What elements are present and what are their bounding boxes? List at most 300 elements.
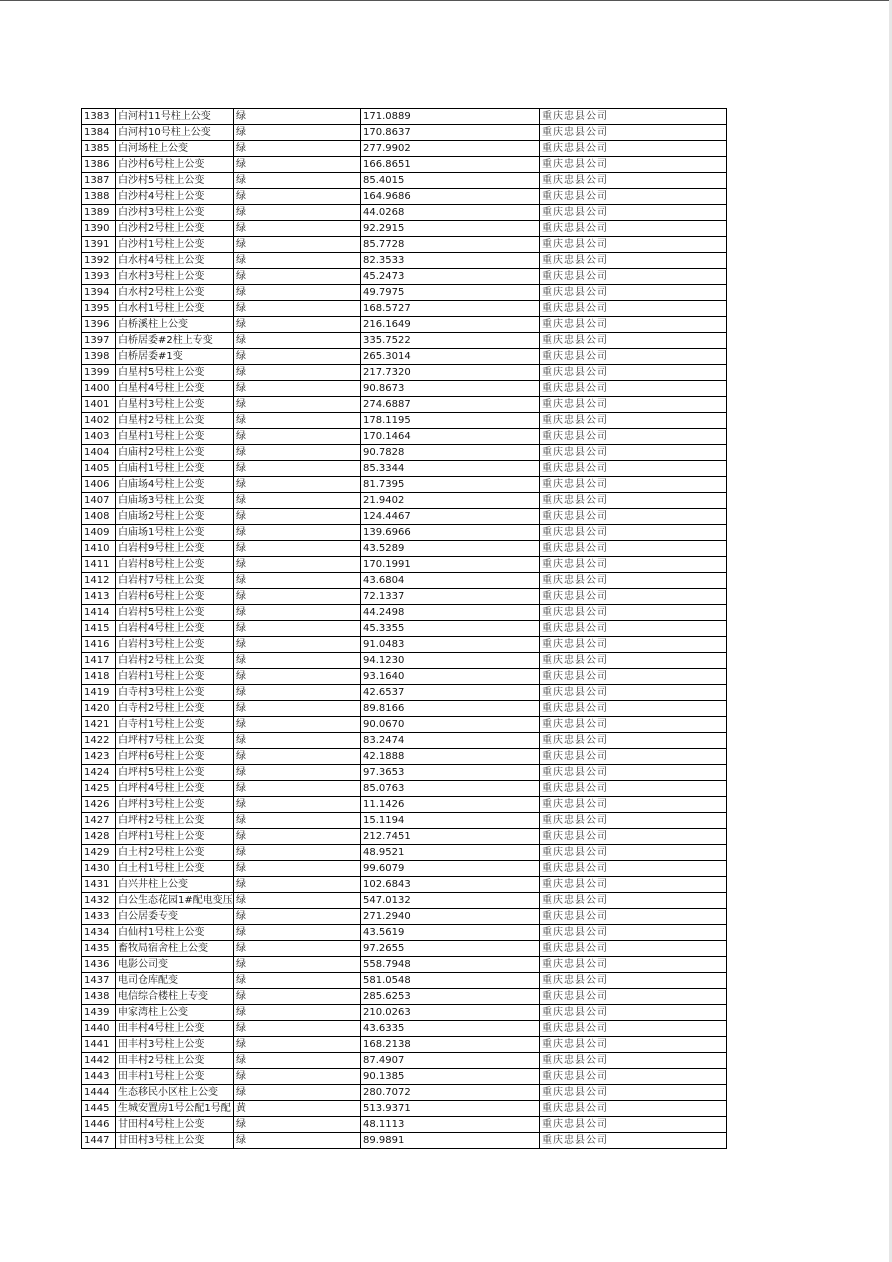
cell-value: 97.3653 bbox=[361, 765, 540, 781]
cell-status-color: 绿 bbox=[234, 605, 361, 621]
cell-company: 重庆忠县公司 bbox=[540, 269, 727, 285]
cell-value: 83.2474 bbox=[361, 733, 540, 749]
cell-transformer-name: 白沙村2号柱上公变 bbox=[116, 221, 234, 237]
table-row bbox=[82, 301, 727, 317]
cell-transformer-name: 田丰村4号柱上公变 bbox=[116, 1021, 234, 1037]
cell-row-number: 1387 bbox=[82, 173, 116, 189]
cell-company: 重庆忠县公司 bbox=[540, 605, 727, 621]
table-row bbox=[82, 557, 727, 573]
cell-status-color: 绿 bbox=[234, 413, 361, 429]
cell-value: 124.4467 bbox=[361, 509, 540, 525]
cell-value: 44.2498 bbox=[361, 605, 540, 621]
table-row bbox=[82, 1133, 727, 1149]
cell-row-number: 1392 bbox=[82, 253, 116, 269]
cell-company: 重庆忠县公司 bbox=[540, 845, 727, 861]
cell-company: 重庆忠县公司 bbox=[540, 381, 727, 397]
cell-status-color: 绿 bbox=[234, 973, 361, 989]
table-row bbox=[82, 957, 727, 973]
cell-transformer-name: 白岩村2号柱上公变 bbox=[116, 653, 234, 669]
table-row bbox=[82, 253, 727, 269]
cell-company: 重庆忠县公司 bbox=[540, 109, 727, 125]
cell-row-number: 1407 bbox=[82, 493, 116, 509]
cell-row-number: 1421 bbox=[82, 717, 116, 733]
cell-company: 重庆忠县公司 bbox=[540, 989, 727, 1005]
cell-value: 45.2473 bbox=[361, 269, 540, 285]
cell-status-color: 绿 bbox=[234, 493, 361, 509]
cell-company: 重庆忠县公司 bbox=[540, 909, 727, 925]
cell-company: 重庆忠县公司 bbox=[540, 1037, 727, 1053]
cell-company: 重庆忠县公司 bbox=[540, 621, 727, 637]
cell-row-number: 1428 bbox=[82, 829, 116, 845]
cell-status-color: 绿 bbox=[234, 621, 361, 637]
table-row bbox=[82, 509, 727, 525]
cell-value: 85.0763 bbox=[361, 781, 540, 797]
cell-row-number: 1398 bbox=[82, 349, 116, 365]
cell-company: 重庆忠县公司 bbox=[540, 221, 727, 237]
cell-company: 重庆忠县公司 bbox=[540, 925, 727, 941]
cell-transformer-name: 白星村1号柱上公变 bbox=[116, 429, 234, 445]
cell-value: 21.9402 bbox=[361, 493, 540, 509]
cell-transformer-name: 白沙村4号柱上公变 bbox=[116, 189, 234, 205]
cell-value: 164.9686 bbox=[361, 189, 540, 205]
cell-transformer-name: 白星村5号柱上公变 bbox=[116, 365, 234, 381]
cell-company: 重庆忠县公司 bbox=[540, 557, 727, 573]
cell-transformer-name: 白庙场2号柱上公变 bbox=[116, 509, 234, 525]
table-row bbox=[82, 589, 727, 605]
cell-company: 重庆忠县公司 bbox=[540, 1005, 727, 1021]
cell-transformer-name: 白河村10号柱上公变 bbox=[116, 125, 234, 141]
cell-row-number: 1424 bbox=[82, 765, 116, 781]
table-row bbox=[82, 1021, 727, 1037]
cell-status-color: 绿 bbox=[234, 509, 361, 525]
cell-company: 重庆忠县公司 bbox=[540, 1069, 727, 1085]
cell-row-number: 1431 bbox=[82, 877, 116, 893]
cell-status-color: 绿 bbox=[234, 1069, 361, 1085]
cell-transformer-name: 白坪村5号柱上公变 bbox=[116, 765, 234, 781]
table-row bbox=[82, 493, 727, 509]
cell-row-number: 1408 bbox=[82, 509, 116, 525]
table-row bbox=[82, 445, 727, 461]
table-row bbox=[82, 989, 727, 1005]
cell-transformer-name: 白水村3号柱上公变 bbox=[116, 269, 234, 285]
cell-transformer-name: 白沙村6号柱上公变 bbox=[116, 157, 234, 173]
cell-value: 210.0263 bbox=[361, 1005, 540, 1021]
cell-row-number: 1393 bbox=[82, 269, 116, 285]
cell-value: 216.1649 bbox=[361, 317, 540, 333]
cell-status-color: 绿 bbox=[234, 1053, 361, 1069]
table-row bbox=[82, 269, 727, 285]
cell-row-number: 1441 bbox=[82, 1037, 116, 1053]
cell-value: 166.8651 bbox=[361, 157, 540, 173]
table-row bbox=[82, 1069, 727, 1085]
cell-transformer-name: 白星村4号柱上公变 bbox=[116, 381, 234, 397]
cell-company: 重庆忠县公司 bbox=[540, 125, 727, 141]
cell-company: 重庆忠县公司 bbox=[540, 429, 727, 445]
cell-row-number: 1402 bbox=[82, 413, 116, 429]
cell-value: 212.7451 bbox=[361, 829, 540, 845]
cell-value: 48.9521 bbox=[361, 845, 540, 861]
cell-transformer-name: 白坪村2号柱上公变 bbox=[116, 813, 234, 829]
cell-status-color: 绿 bbox=[234, 189, 361, 205]
cell-status-color: 绿 bbox=[234, 221, 361, 237]
cell-transformer-name: 白庙村2号柱上公变 bbox=[116, 445, 234, 461]
cell-status-color: 黄 bbox=[234, 1101, 361, 1117]
table-row bbox=[82, 829, 727, 845]
cell-value: 91.0483 bbox=[361, 637, 540, 653]
cell-value: 90.1385 bbox=[361, 1069, 540, 1085]
cell-row-number: 1391 bbox=[82, 237, 116, 253]
cell-status-color: 绿 bbox=[234, 269, 361, 285]
cell-value: 92.2915 bbox=[361, 221, 540, 237]
cell-company: 重庆忠县公司 bbox=[540, 653, 727, 669]
cell-transformer-name: 白沙村5号柱上公变 bbox=[116, 173, 234, 189]
cell-value: 94.1230 bbox=[361, 653, 540, 669]
table-row bbox=[82, 189, 727, 205]
table-row bbox=[82, 429, 727, 445]
cell-value: 280.7072 bbox=[361, 1085, 540, 1101]
cell-status-color: 绿 bbox=[234, 813, 361, 829]
cell-value: 558.7948 bbox=[361, 957, 540, 973]
cell-status-color: 绿 bbox=[234, 733, 361, 749]
cell-value: 45.3355 bbox=[361, 621, 540, 637]
table-row bbox=[82, 653, 727, 669]
cell-status-color: 绿 bbox=[234, 525, 361, 541]
cell-value: 217.7320 bbox=[361, 365, 540, 381]
table-row bbox=[82, 749, 727, 765]
cell-status-color: 绿 bbox=[234, 365, 361, 381]
table-row bbox=[82, 765, 727, 781]
cell-transformer-name: 白庙村1号柱上公变 bbox=[116, 461, 234, 477]
cell-transformer-name: 白坪村1号柱上公变 bbox=[116, 829, 234, 845]
cell-value: 285.6253 bbox=[361, 989, 540, 1005]
cell-company: 重庆忠县公司 bbox=[540, 941, 727, 957]
cell-transformer-name: 申家湾柱上公变 bbox=[116, 1005, 234, 1021]
cell-row-number: 1401 bbox=[82, 397, 116, 413]
cell-row-number: 1410 bbox=[82, 541, 116, 557]
cell-company: 重庆忠县公司 bbox=[540, 861, 727, 877]
cell-company: 重庆忠县公司 bbox=[540, 541, 727, 557]
cell-row-number: 1423 bbox=[82, 749, 116, 765]
table-row bbox=[82, 413, 727, 429]
table-row bbox=[82, 1085, 727, 1101]
page-top-rule bbox=[0, 0, 892, 1]
table-row bbox=[82, 365, 727, 381]
cell-row-number: 1412 bbox=[82, 573, 116, 589]
cell-row-number: 1414 bbox=[82, 605, 116, 621]
cell-transformer-name: 白坪村6号柱上公变 bbox=[116, 749, 234, 765]
table-row bbox=[82, 237, 727, 253]
cell-company: 重庆忠县公司 bbox=[540, 589, 727, 605]
cell-value: 170.8637 bbox=[361, 125, 540, 141]
cell-company: 重庆忠县公司 bbox=[540, 365, 727, 381]
cell-status-color: 绿 bbox=[234, 477, 361, 493]
cell-status-color: 绿 bbox=[234, 861, 361, 877]
cell-value: 581.0548 bbox=[361, 973, 540, 989]
cell-company: 重庆忠县公司 bbox=[540, 781, 727, 797]
cell-value: 81.7395 bbox=[361, 477, 540, 493]
cell-status-color: 绿 bbox=[234, 749, 361, 765]
table-row bbox=[82, 781, 727, 797]
cell-company: 重庆忠县公司 bbox=[540, 829, 727, 845]
cell-row-number: 1395 bbox=[82, 301, 116, 317]
cell-row-number: 1438 bbox=[82, 989, 116, 1005]
table-row bbox=[82, 621, 727, 637]
table-row bbox=[82, 461, 727, 477]
cell-company: 重庆忠县公司 bbox=[540, 701, 727, 717]
cell-row-number: 1436 bbox=[82, 957, 116, 973]
table-row bbox=[82, 125, 727, 141]
cell-transformer-name: 白水村1号柱上公变 bbox=[116, 301, 234, 317]
cell-value: 178.1195 bbox=[361, 413, 540, 429]
cell-value: 44.0268 bbox=[361, 205, 540, 221]
table-row bbox=[82, 141, 727, 157]
table-row bbox=[82, 861, 727, 877]
cell-row-number: 1444 bbox=[82, 1085, 116, 1101]
table-row bbox=[82, 893, 727, 909]
cell-row-number: 1385 bbox=[82, 141, 116, 157]
cell-status-color: 绿 bbox=[234, 333, 361, 349]
cell-row-number: 1443 bbox=[82, 1069, 116, 1085]
cell-value: 277.9902 bbox=[361, 141, 540, 157]
cell-transformer-name: 白沙村3号柱上公变 bbox=[116, 205, 234, 221]
cell-status-color: 绿 bbox=[234, 797, 361, 813]
cell-company: 重庆忠县公司 bbox=[540, 1133, 727, 1149]
cell-company: 重庆忠县公司 bbox=[540, 413, 727, 429]
cell-value: 168.2138 bbox=[361, 1037, 540, 1053]
cell-value: 89.9891 bbox=[361, 1133, 540, 1149]
cell-status-color: 绿 bbox=[234, 669, 361, 685]
cell-value: 93.1640 bbox=[361, 669, 540, 685]
table-row bbox=[82, 541, 727, 557]
cell-status-color: 绿 bbox=[234, 1117, 361, 1133]
cell-transformer-name: 白岩村8号柱上公变 bbox=[116, 557, 234, 573]
cell-company: 重庆忠县公司 bbox=[540, 637, 727, 653]
cell-transformer-name: 甘田村4号柱上公变 bbox=[116, 1117, 234, 1133]
cell-row-number: 1446 bbox=[82, 1117, 116, 1133]
cell-company: 重庆忠县公司 bbox=[540, 1053, 727, 1069]
cell-transformer-name: 白桥居委#1变 bbox=[116, 349, 234, 365]
cell-row-number: 1417 bbox=[82, 653, 116, 669]
table-row bbox=[82, 637, 727, 653]
table-row bbox=[82, 477, 727, 493]
cell-transformer-name: 白岩村4号柱上公变 bbox=[116, 621, 234, 637]
cell-transformer-name: 白水村2号柱上公变 bbox=[116, 285, 234, 301]
table-row bbox=[82, 685, 727, 701]
cell-company: 重庆忠县公司 bbox=[540, 765, 727, 781]
cell-transformer-name: 白寺村1号柱上公变 bbox=[116, 717, 234, 733]
cell-transformer-name: 白岩村6号柱上公变 bbox=[116, 589, 234, 605]
cell-value: 171.0889 bbox=[361, 109, 540, 125]
cell-company: 重庆忠县公司 bbox=[540, 797, 727, 813]
cell-row-number: 1439 bbox=[82, 1005, 116, 1021]
cell-status-color: 绿 bbox=[234, 653, 361, 669]
cell-company: 重庆忠县公司 bbox=[540, 285, 727, 301]
cell-status-color: 绿 bbox=[234, 989, 361, 1005]
cell-transformer-name: 白仙村1号柱上公变 bbox=[116, 925, 234, 941]
cell-status-color: 绿 bbox=[234, 573, 361, 589]
cell-value: 170.1464 bbox=[361, 429, 540, 445]
cell-company: 重庆忠县公司 bbox=[540, 685, 727, 701]
cell-value: 139.6966 bbox=[361, 525, 540, 541]
cell-row-number: 1413 bbox=[82, 589, 116, 605]
table-row bbox=[82, 205, 727, 221]
cell-transformer-name: 白岩村7号柱上公变 bbox=[116, 573, 234, 589]
table-row bbox=[82, 877, 727, 893]
cell-row-number: 1406 bbox=[82, 477, 116, 493]
cell-value: 72.1337 bbox=[361, 589, 540, 605]
cell-company: 重庆忠县公司 bbox=[540, 349, 727, 365]
cell-row-number: 1427 bbox=[82, 813, 116, 829]
table-row bbox=[82, 525, 727, 541]
cell-row-number: 1425 bbox=[82, 781, 116, 797]
table-row bbox=[82, 1101, 727, 1117]
cell-status-color: 绿 bbox=[234, 301, 361, 317]
table-row bbox=[82, 573, 727, 589]
cell-row-number: 1434 bbox=[82, 925, 116, 941]
cell-transformer-name: 电影公司变 bbox=[116, 957, 234, 973]
cell-value: 265.3014 bbox=[361, 349, 540, 365]
cell-status-color: 绿 bbox=[234, 589, 361, 605]
cell-company: 重庆忠县公司 bbox=[540, 173, 727, 189]
cell-value: 168.5727 bbox=[361, 301, 540, 317]
cell-transformer-name: 田丰村1号柱上公变 bbox=[116, 1069, 234, 1085]
table-row bbox=[82, 941, 727, 957]
cell-row-number: 1420 bbox=[82, 701, 116, 717]
cell-status-color: 绿 bbox=[234, 1133, 361, 1149]
cell-row-number: 1386 bbox=[82, 157, 116, 173]
cell-row-number: 1394 bbox=[82, 285, 116, 301]
cell-value: 42.1888 bbox=[361, 749, 540, 765]
cell-row-number: 1397 bbox=[82, 333, 116, 349]
cell-value: 15.1194 bbox=[361, 813, 540, 829]
cell-value: 85.7728 bbox=[361, 237, 540, 253]
cell-transformer-name: 白桥居委#2柱上专变 bbox=[116, 333, 234, 349]
table-body bbox=[82, 109, 727, 1149]
cell-status-color: 绿 bbox=[234, 1037, 361, 1053]
cell-transformer-name: 白岩村9号柱上公变 bbox=[116, 541, 234, 557]
cell-value: 11.1426 bbox=[361, 797, 540, 813]
cell-transformer-name: 白庙场1号柱上公变 bbox=[116, 525, 234, 541]
cell-company: 重庆忠县公司 bbox=[540, 749, 727, 765]
cell-status-color: 绿 bbox=[234, 237, 361, 253]
cell-company: 重庆忠县公司 bbox=[540, 973, 727, 989]
cell-company: 重庆忠县公司 bbox=[540, 189, 727, 205]
cell-row-number: 1442 bbox=[82, 1053, 116, 1069]
cell-value: 85.4015 bbox=[361, 173, 540, 189]
cell-status-color: 绿 bbox=[234, 397, 361, 413]
cell-status-color: 绿 bbox=[234, 829, 361, 845]
cell-transformer-name: 甘田村3号柱上公变 bbox=[116, 1133, 234, 1149]
cell-status-color: 绿 bbox=[234, 125, 361, 141]
cell-status-color: 绿 bbox=[234, 157, 361, 173]
cell-status-color: 绿 bbox=[234, 845, 361, 861]
cell-company: 重庆忠县公司 bbox=[540, 461, 727, 477]
cell-status-color: 绿 bbox=[234, 141, 361, 157]
table-row bbox=[82, 1053, 727, 1069]
cell-status-color: 绿 bbox=[234, 909, 361, 925]
table-row bbox=[82, 285, 727, 301]
cell-transformer-name: 白星村2号柱上公变 bbox=[116, 413, 234, 429]
cell-transformer-name: 白岩村3号柱上公变 bbox=[116, 637, 234, 653]
cell-value: 102.6843 bbox=[361, 877, 540, 893]
table-row bbox=[82, 109, 727, 125]
cell-transformer-name: 田丰村2号柱上公变 bbox=[116, 1053, 234, 1069]
cell-row-number: 1409 bbox=[82, 525, 116, 541]
cell-transformer-name: 白公生态花园1#配电变压 bbox=[116, 893, 234, 909]
cell-value: 48.1113 bbox=[361, 1117, 540, 1133]
cell-status-color: 绿 bbox=[234, 285, 361, 301]
cell-status-color: 绿 bbox=[234, 461, 361, 477]
cell-row-number: 1435 bbox=[82, 941, 116, 957]
cell-transformer-name: 白公居委专变 bbox=[116, 909, 234, 925]
cell-value: 274.6887 bbox=[361, 397, 540, 413]
table-row bbox=[82, 701, 727, 717]
cell-row-number: 1429 bbox=[82, 845, 116, 861]
cell-status-color: 绿 bbox=[234, 349, 361, 365]
table-row bbox=[82, 909, 727, 925]
cell-row-number: 1405 bbox=[82, 461, 116, 477]
cell-status-color: 绿 bbox=[234, 205, 361, 221]
cell-row-number: 1400 bbox=[82, 381, 116, 397]
cell-status-color: 绿 bbox=[234, 893, 361, 909]
cell-value: 335.7522 bbox=[361, 333, 540, 349]
cell-value: 513.9371 bbox=[361, 1101, 540, 1117]
cell-row-number: 1418 bbox=[82, 669, 116, 685]
cell-transformer-name: 白寺村2号柱上公变 bbox=[116, 701, 234, 717]
cell-value: 89.8166 bbox=[361, 701, 540, 717]
cell-row-number: 1447 bbox=[82, 1133, 116, 1149]
cell-transformer-name: 白岩村1号柱上公变 bbox=[116, 669, 234, 685]
cell-company: 重庆忠县公司 bbox=[540, 717, 727, 733]
table-row bbox=[82, 221, 727, 237]
table-row bbox=[82, 717, 727, 733]
table-row bbox=[82, 973, 727, 989]
cell-company: 重庆忠县公司 bbox=[540, 733, 727, 749]
cell-company: 重庆忠县公司 bbox=[540, 493, 727, 509]
cell-company: 重庆忠县公司 bbox=[540, 141, 727, 157]
cell-transformer-name: 白庙场4号柱上公变 bbox=[116, 477, 234, 493]
cell-transformer-name: 白坪村4号柱上公变 bbox=[116, 781, 234, 797]
cell-company: 重庆忠县公司 bbox=[540, 445, 727, 461]
cell-status-color: 绿 bbox=[234, 925, 361, 941]
cell-row-number: 1415 bbox=[82, 621, 116, 637]
cell-transformer-name: 电司仓库配变 bbox=[116, 973, 234, 989]
cell-row-number: 1399 bbox=[82, 365, 116, 381]
cell-value: 97.2655 bbox=[361, 941, 540, 957]
table-row bbox=[82, 733, 727, 749]
cell-company: 重庆忠县公司 bbox=[540, 253, 727, 269]
cell-row-number: 1396 bbox=[82, 317, 116, 333]
cell-value: 85.3344 bbox=[361, 461, 540, 477]
cell-row-number: 1384 bbox=[82, 125, 116, 141]
cell-status-color: 绿 bbox=[234, 957, 361, 973]
table-row bbox=[82, 317, 727, 333]
cell-transformer-name: 白沙村1号柱上公变 bbox=[116, 237, 234, 253]
cell-company: 重庆忠县公司 bbox=[540, 1021, 727, 1037]
cell-transformer-name: 畜牧局宿舍柱上公变 bbox=[116, 941, 234, 957]
cell-company: 重庆忠县公司 bbox=[540, 509, 727, 525]
cell-row-number: 1388 bbox=[82, 189, 116, 205]
cell-transformer-name: 白桥溪柱上公变 bbox=[116, 317, 234, 333]
cell-value: 90.0670 bbox=[361, 717, 540, 733]
cell-status-color: 绿 bbox=[234, 109, 361, 125]
cell-row-number: 1430 bbox=[82, 861, 116, 877]
cell-transformer-name: 白水村4号柱上公变 bbox=[116, 253, 234, 269]
cell-status-color: 绿 bbox=[234, 781, 361, 797]
cell-status-color: 绿 bbox=[234, 541, 361, 557]
table-row bbox=[82, 397, 727, 413]
cell-company: 重庆忠县公司 bbox=[540, 893, 727, 909]
